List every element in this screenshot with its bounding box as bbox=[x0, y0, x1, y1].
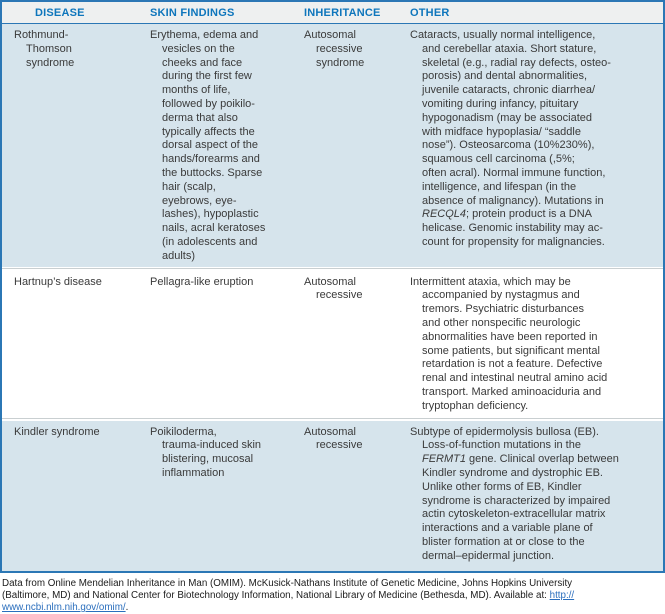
text-line: intelligence, and lifespan (in the bbox=[422, 180, 577, 193]
text-line: interactions and a variable plane of bbox=[422, 522, 593, 535]
text-line: Subtype of epidermolysis bullosa (EB). bbox=[410, 425, 599, 438]
text-line: actin cytoskeleton-extracellular matrix bbox=[422, 508, 606, 521]
table-row bbox=[2, 421, 663, 571]
text-line: helicase. Genomic instability may ac- bbox=[422, 222, 603, 235]
text-line: derma that also bbox=[162, 111, 238, 124]
text-line: recessive bbox=[316, 289, 363, 302]
text-line: syndrome bbox=[316, 56, 365, 69]
text-line: absence of malignancy). Mutations in bbox=[422, 194, 604, 207]
text-line: Kindler syndrome and dystrophic EB. bbox=[422, 466, 603, 479]
column-header-other: OTHER bbox=[410, 6, 450, 19]
cell-inheritance bbox=[292, 24, 398, 267]
cell-disease bbox=[2, 421, 138, 571]
cell-skin-findings bbox=[138, 271, 292, 417]
text-line: months of life, bbox=[162, 84, 231, 97]
text-line: porosis) and dental abnormalities, bbox=[422, 70, 588, 83]
text-line: (in adolescents and bbox=[162, 235, 258, 248]
text-line: and other nonspecific neurologic bbox=[422, 316, 581, 329]
text-line: tremors. Psychiatric disturbances bbox=[422, 303, 584, 316]
footer-note bbox=[0, 578, 665, 614]
text-line: nose”). Osteosarcoma (10%230%), bbox=[422, 139, 595, 152]
text-line: Autosomal bbox=[304, 425, 356, 438]
text-line: Unlike other forms of EB, Kindler bbox=[422, 480, 582, 493]
text-line: lashes), hypoplastic bbox=[162, 208, 259, 221]
text-line: retardation is not a feature. Defective bbox=[422, 358, 603, 371]
text-line: Autosomal bbox=[304, 29, 356, 41]
text-line: recessive bbox=[316, 439, 363, 452]
cell-disease bbox=[2, 271, 138, 417]
text-line: Autosomal bbox=[304, 275, 356, 288]
text-line: trauma-induced skin bbox=[162, 439, 262, 452]
cell-other bbox=[398, 421, 663, 571]
text-line: adults) bbox=[162, 249, 196, 262]
text-line: cheeks and face bbox=[162, 56, 243, 69]
footer-line-2 bbox=[2, 590, 663, 602]
text-line: renal and intestinal neutral amino acid bbox=[422, 372, 608, 385]
text-line: nails, acral keratoses bbox=[162, 222, 266, 235]
omim-link[interactable]: http:// bbox=[549, 589, 575, 601]
text-line: syndrome bbox=[26, 56, 75, 69]
text-line: recessive bbox=[316, 42, 363, 55]
cell-other bbox=[398, 24, 663, 267]
text-line: blister formation at or close to the bbox=[422, 535, 585, 548]
cell-skin-findings bbox=[138, 24, 292, 267]
text-line: transport. Marked aminoaciduria and bbox=[422, 385, 602, 398]
text-line: some patients, but significant mental bbox=[422, 344, 600, 357]
text-line: hypogonadism (may be associated bbox=[422, 111, 592, 124]
table-row bbox=[2, 271, 663, 417]
text-line: the buttocks. Sparse bbox=[162, 166, 263, 179]
text-line: Erythema, edema and bbox=[150, 29, 259, 41]
text-line: vesicles on the bbox=[162, 42, 235, 55]
text-line: vomiting during infancy, pituitary bbox=[422, 97, 579, 110]
text-line: hands/forearms and bbox=[162, 153, 260, 166]
omim-link[interactable]: www.ncbi.nlm.nih.gov/omim/ bbox=[2, 602, 126, 614]
text-line: syndrome is characterized by impaired bbox=[422, 494, 611, 507]
text-line: count for propensity for malignancies. bbox=[422, 235, 605, 248]
cell-other bbox=[398, 271, 663, 417]
text-line: Intermittent ataxia, which may be bbox=[410, 275, 571, 288]
text-line: accompanied by nystagmus and bbox=[422, 289, 580, 302]
column-header-inheritance: INHERITANCE bbox=[304, 6, 381, 19]
text-line: skeletal (e.g., radial ray defects, osteo- bbox=[422, 56, 611, 69]
text-line: followed by poikilo- bbox=[162, 97, 255, 110]
text-line: Loss-of-function mutations in the bbox=[422, 439, 581, 452]
text-line: dermal–epidermal junction. bbox=[422, 549, 555, 562]
text-line: FERMT1 gene. Clinical overlap between bbox=[422, 453, 619, 466]
table-row bbox=[2, 24, 663, 267]
text-line: juvenile cataracts, chronic diarrhea/ bbox=[422, 84, 596, 97]
text-line: with midface hypoplasia/ “saddle bbox=[422, 125, 581, 138]
text-line: squamous cell carcinoma (,5%; bbox=[422, 153, 575, 166]
cell-disease bbox=[2, 24, 138, 267]
cell-inheritance bbox=[292, 421, 398, 571]
footer-line-3 bbox=[2, 602, 663, 614]
footer-line-3-text: . bbox=[125, 602, 129, 614]
cell-inheritance bbox=[292, 271, 398, 417]
text-line: inflammation bbox=[162, 466, 225, 479]
text-line: and cerebellar ataxia. Short stature, bbox=[422, 42, 597, 55]
text-line: abnormalities have been reported in bbox=[422, 330, 598, 343]
text-line: typically affects the bbox=[162, 125, 255, 138]
text-line: Poikiloderma, bbox=[150, 425, 217, 438]
footer-line-1: Data from Online Mendelian Inheritance in Man (OMIM). McKusick-Nathans Institute of Genetic Medicine, Johns Hopkins University bbox=[2, 577, 573, 589]
text-line: Rothmund- bbox=[14, 29, 69, 41]
text-line: Kindler syndrome bbox=[14, 425, 100, 438]
text-line: eyebrows, eye- bbox=[162, 194, 237, 207]
text-line: during the first few bbox=[162, 70, 252, 83]
text-line: dorsal aspect of the bbox=[162, 139, 259, 152]
column-header-disease: DISEASE bbox=[35, 6, 85, 19]
text-line: RECQL4; protein product is a DNA bbox=[422, 208, 592, 221]
text-line: Cataracts, usually normal intelligence, bbox=[410, 29, 596, 41]
footer-line-2-text: (Baltimore, MD) and National Center for Biotechnology Information, National Library of Medicine (Bethesda, MD). Available at: bbox=[2, 589, 550, 601]
column-header-skin-findings: SKIN FINDINGS bbox=[150, 6, 235, 19]
text-line: often acral). Normal immune function, bbox=[422, 166, 606, 179]
text-line: tryptophan deficiency. bbox=[422, 399, 529, 412]
text-line: Pellagra-like eruption bbox=[150, 275, 254, 288]
table-header-row bbox=[2, 2, 663, 24]
text-line: Hartnup’s disease bbox=[14, 275, 102, 288]
text-line: hair (scalp, bbox=[162, 180, 216, 193]
table-body bbox=[2, 24, 663, 571]
cell-skin-findings bbox=[138, 421, 292, 571]
text-line: Thomson bbox=[26, 42, 72, 55]
text-line: blistering, mucosal bbox=[162, 453, 254, 466]
